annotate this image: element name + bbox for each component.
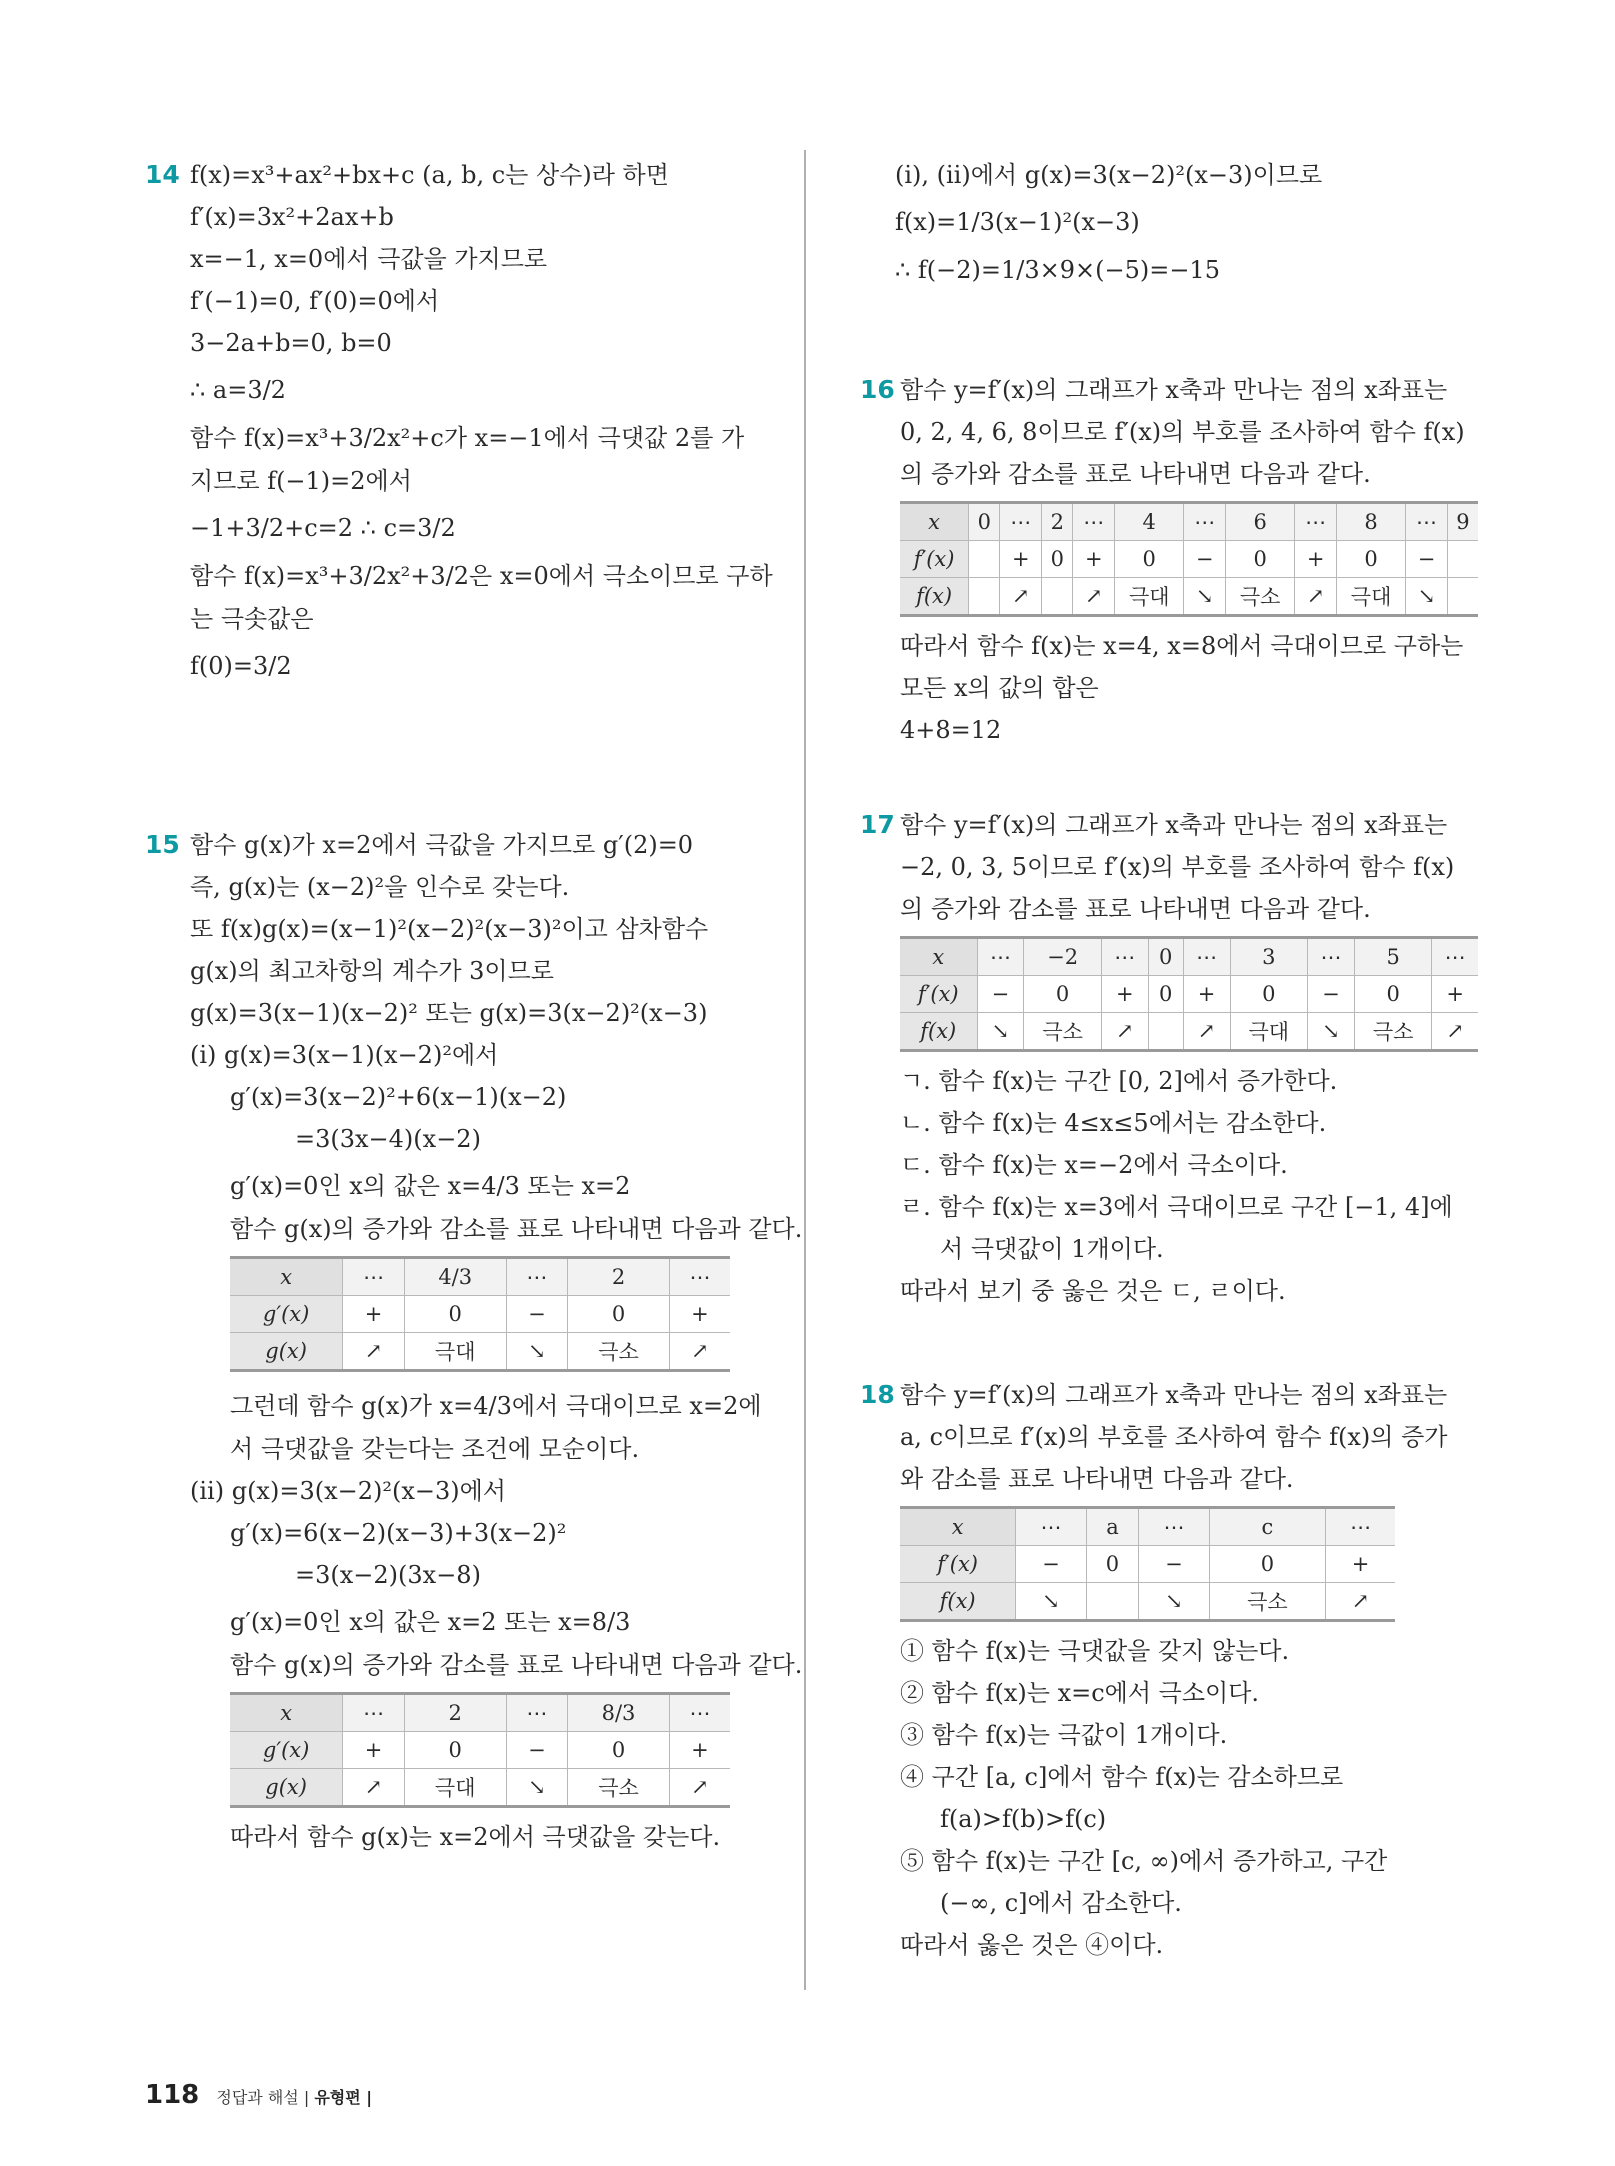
text-line: =3(x−2)(3x−8) xyxy=(295,1561,481,1589)
text-line: 의 증가와 감소를 표로 나타내면 다음과 같다. xyxy=(900,895,1371,923)
text-line: 따라서 옳은 것은 ④이다. xyxy=(900,1931,1164,1959)
text-line: 서 극댓값을 갖는다는 조건에 모순이다. xyxy=(230,1435,640,1463)
text-line: f(0)=3/2 xyxy=(190,652,292,680)
table-cell: ↘ xyxy=(977,1013,1024,1051)
table-cell: 0 xyxy=(1337,541,1406,578)
table-cell: + xyxy=(343,1296,405,1333)
text-line: 따라서 함수 g(x)는 x=2에서 극댓값을 갖는다. xyxy=(230,1823,721,1851)
table-cell: − xyxy=(977,976,1024,1013)
table-cell: − xyxy=(506,1296,568,1333)
table-cell: 극대 xyxy=(404,1333,506,1371)
text-line: g(x)의 최고차항의 계수가 3이므로 xyxy=(190,957,554,985)
table-cell: g′(x) xyxy=(230,1732,343,1769)
table-cell: ↘ xyxy=(506,1769,568,1807)
table-cell: + xyxy=(343,1732,405,1769)
text-line: 지므로 f(−1)=2에서 xyxy=(190,467,412,495)
text-line: (ⅱ) g(x)=3(x−2)²(x−3)에서 xyxy=(190,1477,506,1505)
variation-table-2 xyxy=(230,1692,730,1808)
table-cell: ⋯ xyxy=(506,1694,568,1732)
table-cell: 극소 xyxy=(1024,1013,1101,1051)
table-cell: ↗ xyxy=(1101,1013,1148,1051)
table-cell: + xyxy=(1183,976,1230,1013)
table-cell: ⋯ xyxy=(1432,938,1478,976)
text-line: (−∞, c]에서 감소한다. xyxy=(940,1889,1182,1917)
table-cell: g(x) xyxy=(230,1333,343,1371)
table-cell: f′(x) xyxy=(900,976,977,1013)
table-cell: ↘ xyxy=(506,1333,568,1371)
text-line: f(a)>f(b)>f(c) xyxy=(940,1805,1107,1833)
problem-number: 18 xyxy=(860,1380,895,1409)
table-cell: ↗ xyxy=(1432,1013,1478,1051)
table-cell: 0 xyxy=(1042,541,1073,578)
table-cell: 0 xyxy=(1230,976,1307,1013)
table-cell: ⋯ xyxy=(343,1694,405,1732)
table-cell: − xyxy=(1139,1546,1209,1583)
table-cell: f(x) xyxy=(900,578,969,616)
table-cell: 0 xyxy=(1354,976,1431,1013)
table-cell: − xyxy=(1184,541,1226,578)
table-cell: 0 xyxy=(1226,541,1295,578)
table-cell: 0 xyxy=(1086,1546,1139,1583)
table-cell: 극소 xyxy=(1226,578,1295,616)
text-line: ② 함수 f(x)는 x=c에서 극소이다. xyxy=(900,1679,1260,1707)
table-cell: ↗ xyxy=(343,1769,405,1807)
table-cell: + xyxy=(1432,976,1478,1013)
text-line: 그런데 함수 g(x)가 x=4/3에서 극대이므로 x=2에 xyxy=(230,1392,762,1420)
table-cell: ⋯ xyxy=(343,1258,405,1296)
table-cell: f(x) xyxy=(900,1583,1016,1621)
table-cell: − xyxy=(1406,541,1448,578)
table-cell: ⋯ xyxy=(1295,503,1337,541)
table-cell: f′(x) xyxy=(900,1546,1016,1583)
table-cell: 0 xyxy=(1115,541,1184,578)
text-line: =3(3x−4)(x−2) xyxy=(295,1125,481,1153)
table-cell: a xyxy=(1086,1508,1139,1546)
table-cell: + xyxy=(669,1732,730,1769)
text-line: (ⅰ) g(x)=3(x−1)(x−2)²에서 xyxy=(190,1041,499,1069)
page-number: 118 xyxy=(145,2080,200,2110)
text-line: f′(−1)=0, f′(0)=0에서 xyxy=(190,287,440,315)
text-line: 함수 y=f′(x)의 그래프가 x축과 만나는 점의 x좌표는 xyxy=(900,376,1448,404)
table-cell: ⋯ xyxy=(1184,503,1226,541)
table-cell: f(x) xyxy=(900,1013,977,1051)
table-cell: f′(x) xyxy=(900,541,969,578)
text-line: (ⅰ), (ⅱ)에서 g(x)=3(x−2)²(x−3)이므로 xyxy=(895,161,1323,189)
table-cell: 극소 xyxy=(1354,1013,1431,1051)
table-cell: 4 xyxy=(1115,503,1184,541)
variation-table-1 xyxy=(230,1256,730,1372)
table-cell: ⋯ xyxy=(669,1694,730,1732)
table-cell: ⋯ xyxy=(1000,503,1042,541)
table-cell: − xyxy=(1016,1546,1086,1583)
table-cell: + xyxy=(1101,976,1148,1013)
table-cell: x xyxy=(230,1694,343,1732)
text-line: 함수 y=f′(x)의 그래프가 x축과 만나는 점의 x좌표는 xyxy=(900,811,1448,839)
text-line: 함수 g(x)의 증가와 감소를 표로 나타내면 다음과 같다. xyxy=(230,1215,803,1243)
table-cell: 9 xyxy=(1447,503,1478,541)
table-cell: c xyxy=(1209,1508,1325,1546)
table-cell: 3 xyxy=(1230,938,1307,976)
text-line: g′(x)=0인 x의 값은 x=2 또는 x=8/3 xyxy=(230,1608,631,1636)
text-line: f′(x)=3x²+2ax+b xyxy=(190,203,394,231)
text-line: −2, 0, 3, 5이므로 f′(x)의 부호를 조사하여 함수 f(x) xyxy=(900,853,1455,881)
table-cell: + xyxy=(1073,541,1115,578)
page-footer xyxy=(145,2080,372,2110)
table-cell: x xyxy=(900,503,969,541)
table-cell: g′(x) xyxy=(230,1296,343,1333)
text-line: ∴ a=3/2 xyxy=(190,376,286,404)
text-line: f(x)=x³+ax²+bx+c (a, b, c는 상수)라 하면 xyxy=(190,161,669,189)
table-cell: + xyxy=(669,1296,730,1333)
table-cell: 0 xyxy=(404,1732,506,1769)
table-cell xyxy=(969,541,1000,578)
text-line: 모든 x의 값의 합은 xyxy=(900,674,1099,702)
table-cell: ⋯ xyxy=(1406,503,1448,541)
table-cell: x xyxy=(900,938,977,976)
problem-body xyxy=(900,1380,1480,1972)
table-cell: 2 xyxy=(568,1258,670,1296)
problem-body xyxy=(900,810,1480,1318)
text-line: ∴ f(−2)=1/3×9×(−5)=−15 xyxy=(895,256,1220,284)
text-line: ① 함수 f(x)는 극댓값을 갖지 않는다. xyxy=(900,1637,1290,1665)
problem-body xyxy=(190,160,785,694)
text-line: ㄹ. 함수 f(x)는 x=3에서 극대이므로 구간 [−1, 4]에 xyxy=(900,1193,1453,1221)
table-cell: 0 xyxy=(1024,976,1101,1013)
table-cell: + xyxy=(1326,1546,1395,1583)
table-cell: ⋯ xyxy=(1101,938,1148,976)
table-cell: 2 xyxy=(1042,503,1073,541)
text-line: g′(x)=0인 x의 값은 x=4/3 또는 x=2 xyxy=(230,1172,631,1200)
table-cell: + xyxy=(1000,541,1042,578)
table-cell: 0 xyxy=(1148,938,1183,976)
table-cell: − xyxy=(1308,976,1355,1013)
table-cell: 6 xyxy=(1226,503,1295,541)
table-cell: 0 xyxy=(969,503,1000,541)
table-cell: ↗ xyxy=(343,1333,405,1371)
text-line: ㄴ. 함수 f(x)는 4≤x≤5에서는 감소한다. xyxy=(900,1109,1327,1137)
table-cell: ⋯ xyxy=(1183,938,1230,976)
text-line: x=−1, x=0에서 극값을 가지므로 xyxy=(190,245,548,273)
table-cell: −2 xyxy=(1024,938,1101,976)
variation-table-17 xyxy=(900,936,1478,1052)
text-line: 서 극댓값이 1개이다. xyxy=(940,1235,1164,1263)
table-cell: ⋯ xyxy=(1016,1508,1086,1546)
problem-number: 14 xyxy=(145,160,180,189)
text-line: 또 f(x)g(x)=(x−1)²(x−2)²(x−3)²이고 삼차함수 xyxy=(190,915,709,943)
table-cell: 극대 xyxy=(1230,1013,1307,1051)
text-line: 4+8=12 xyxy=(900,716,1002,744)
table-cell: 0 xyxy=(1209,1546,1325,1583)
table-cell xyxy=(969,578,1000,616)
section-label: 유형편 | xyxy=(314,2088,373,2107)
table-cell: ↗ xyxy=(669,1769,730,1807)
text-line: 함수 y=f′(x)의 그래프가 x축과 만나는 점의 x좌표는 xyxy=(900,1381,1448,1409)
table-cell: x xyxy=(230,1258,343,1296)
text-line: 즉, g(x)는 (x−2)²을 인수로 갖는다. xyxy=(190,873,570,901)
text-line: 의 증가와 감소를 표로 나타내면 다음과 같다. xyxy=(900,460,1371,488)
problem-body xyxy=(895,160,1480,298)
text-line: 는 극솟값은 xyxy=(190,605,314,633)
text-line: 3−2a+b=0, b=0 xyxy=(190,329,392,357)
table-cell: 0 xyxy=(568,1296,670,1333)
text-line: 함수 g(x)의 증가와 감소를 표로 나타내면 다음과 같다. xyxy=(230,1651,803,1679)
table-cell: ↘ xyxy=(1406,578,1448,616)
table-cell: ⋯ xyxy=(1139,1508,1209,1546)
problem-body xyxy=(900,375,1480,757)
table-cell: − xyxy=(506,1732,568,1769)
table-cell: ↗ xyxy=(669,1333,730,1371)
problem-number: 16 xyxy=(860,375,895,404)
problem-number: 17 xyxy=(860,810,895,839)
table-wrapper xyxy=(190,1692,785,1808)
problem-number: 15 xyxy=(145,830,180,859)
text-line: 따라서 함수 f(x)는 x=4, x=8에서 극대이므로 구하는 xyxy=(900,632,1464,660)
table-cell xyxy=(1447,578,1478,616)
table-cell: 4/3 xyxy=(404,1258,506,1296)
table-cell: g(x) xyxy=(230,1769,343,1807)
table-cell: 8/3 xyxy=(568,1694,670,1732)
text-line: f(x)=1/3(x−1)²(x−3) xyxy=(895,208,1140,236)
table-cell: 극대 xyxy=(404,1769,506,1807)
text-line: a, c이므로 f′(x)의 부호를 조사하여 함수 f(x)의 증가 xyxy=(900,1423,1448,1451)
problem-body xyxy=(190,830,803,1864)
table-cell: 5 xyxy=(1354,938,1431,976)
table-cell xyxy=(1086,1583,1139,1621)
table-cell: ⋯ xyxy=(977,938,1024,976)
text-line: 함수 g(x)가 x=2에서 극값을 가지므로 g′(2)=0 xyxy=(190,831,694,859)
table-cell: ↘ xyxy=(1184,578,1226,616)
table-cell: ↗ xyxy=(1073,578,1115,616)
table-cell: ↗ xyxy=(1183,1013,1230,1051)
variation-table-16 xyxy=(900,501,1478,617)
table-cell: 8 xyxy=(1337,503,1406,541)
text-line: ㄱ. 함수 f(x)는 구간 [0, 2]에서 증가한다. xyxy=(900,1067,1338,1095)
column-divider xyxy=(804,150,806,1990)
text-line: ④ 구간 [a, c]에서 함수 f(x)는 감소하므로 xyxy=(900,1763,1344,1791)
book-label: 정답과 해설 | xyxy=(216,2088,310,2107)
variation-table-18 xyxy=(900,1506,1395,1622)
text-line: ⑤ 함수 f(x)는 구간 [c, ∞)에서 증가하고, 구간 xyxy=(900,1847,1388,1875)
table-cell: ↗ xyxy=(1326,1583,1395,1621)
table-cell: 2 xyxy=(404,1694,506,1732)
table-cell: 극대 xyxy=(1115,578,1184,616)
table-cell: ⋯ xyxy=(1326,1508,1395,1546)
table-cell: 0 xyxy=(1148,976,1183,1013)
table-cell xyxy=(1148,1013,1183,1051)
table-cell: 0 xyxy=(568,1732,670,1769)
table-wrapper xyxy=(190,1256,785,1372)
table-cell xyxy=(1042,578,1073,616)
text-line: g′(x)=6(x−2)(x−3)+3(x−2)² xyxy=(230,1519,567,1547)
text-line: 따라서 보기 중 옳은 것은 ㄷ, ㄹ이다. xyxy=(900,1277,1286,1305)
table-cell: x xyxy=(900,1508,1016,1546)
text-line: g(x)=3(x−1)(x−2)² 또는 g(x)=3(x−2)²(x−3) xyxy=(190,999,708,1027)
table-cell xyxy=(1447,541,1478,578)
table-cell: ⋯ xyxy=(1308,938,1355,976)
text-line: g′(x)=3(x−2)²+6(x−1)(x−2) xyxy=(230,1083,567,1111)
table-cell: 0 xyxy=(404,1296,506,1333)
text-line: 와 감소를 표로 나타내면 다음과 같다. xyxy=(900,1465,1294,1493)
text-line: 함수 f(x)=x³+3/2x²+c가 x=−1에서 극댓값 2를 가 xyxy=(190,424,745,452)
table-cell: 극소 xyxy=(1209,1583,1325,1621)
table-cell: ⋯ xyxy=(669,1258,730,1296)
table-cell: + xyxy=(1295,541,1337,578)
text-line: ③ 함수 f(x)는 극값이 1개이다. xyxy=(900,1721,1228,1749)
table-cell: ↗ xyxy=(1295,578,1337,616)
text-line: 0, 2, 4, 6, 8이므로 f′(x)의 부호를 조사하여 함수 f(x) xyxy=(900,418,1465,446)
text-line: ㄷ. 함수 f(x)는 x=−2에서 극소이다. xyxy=(900,1151,1288,1179)
table-cell: 극대 xyxy=(1337,578,1406,616)
table-cell: ⋯ xyxy=(506,1258,568,1296)
table-cell: ↗ xyxy=(1000,578,1042,616)
text-line: −1+3/2+c=2 ∴ c=3/2 xyxy=(190,514,456,542)
table-cell: ↘ xyxy=(1308,1013,1355,1051)
text-line: 함수 f(x)=x³+3/2x²+3/2은 x=0에서 극소이므로 구하 xyxy=(190,562,773,590)
table-cell: ⋯ xyxy=(1073,503,1115,541)
table-cell: ↘ xyxy=(1016,1583,1086,1621)
table-cell: 극소 xyxy=(568,1333,670,1371)
table-cell: 극소 xyxy=(568,1769,670,1807)
table-cell: ↘ xyxy=(1139,1583,1209,1621)
